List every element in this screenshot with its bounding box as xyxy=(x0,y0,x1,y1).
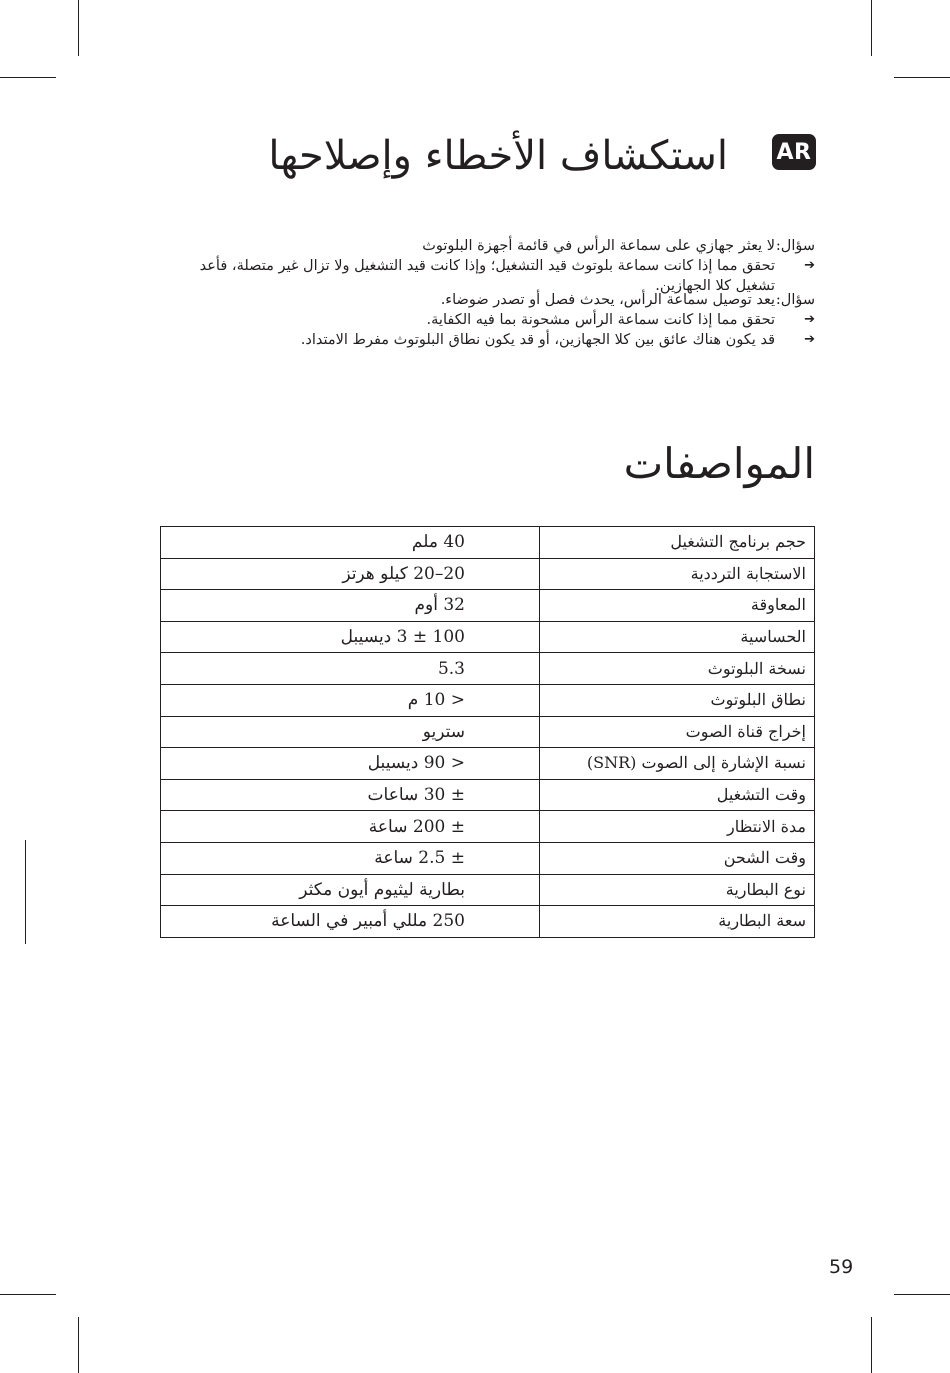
table-row xyxy=(161,558,815,590)
spec-name: إخراج قناة الصوت xyxy=(540,716,815,748)
spec-value: ± 2.5 ساعة xyxy=(161,842,540,874)
troubleshooting-title: استكشاف الأخطاء وإصلاحها xyxy=(268,133,728,179)
side-mark xyxy=(25,840,26,944)
spec-value: 20–20 كيلو هرتز xyxy=(161,558,540,590)
spec-value: 5.3 xyxy=(161,653,540,685)
spec-name: وقت التشغيل xyxy=(540,779,815,811)
spec-name: نوع البطارية xyxy=(540,874,815,906)
answer-text: قد يكون هناك عائق بين كلا الجهازين، أو قد يكون نطاق البلوتوث مفرط الامتداد. xyxy=(300,332,775,348)
arrow-icon: ➔ xyxy=(804,332,815,347)
spec-value: < 90 ديسيبل xyxy=(161,748,540,780)
spec-name: حجم برنامج التشغيل xyxy=(540,527,815,559)
question-text: يعد توصيل سماعة الرأس، يحدث فصل أو تصدر ضوضاء. xyxy=(440,292,775,308)
table-row xyxy=(161,653,815,685)
crop-mark xyxy=(0,1294,56,1295)
specifications-table xyxy=(160,526,815,938)
crop-mark xyxy=(871,0,872,56)
spec-name: وقت الشحن xyxy=(540,842,815,874)
crop-mark xyxy=(894,1294,950,1295)
spec-name: نطاق البلوتوث xyxy=(540,684,815,716)
spec-value: 32 أوم xyxy=(161,590,540,622)
question-text: لا يعثر جهازي على سماعة الرأس في قائمة أجهزة البلوتوث xyxy=(422,238,775,254)
crop-mark xyxy=(78,1317,79,1373)
spec-value: 100 ± 3 ديسيبل xyxy=(161,621,540,653)
troubleshooting-item xyxy=(155,290,815,350)
spec-value: بطارية ليثيوم أيون مكثر xyxy=(161,874,540,906)
table-row xyxy=(161,842,815,874)
table-row xyxy=(161,684,815,716)
spec-name: الاستجابة الترددية xyxy=(540,558,815,590)
spec-value: ± 30 ساعات xyxy=(161,779,540,811)
crop-mark xyxy=(894,77,950,78)
crop-mark xyxy=(0,77,56,78)
troubleshooting-item xyxy=(155,236,815,296)
spec-value: ستريو xyxy=(161,716,540,748)
table-row xyxy=(161,811,815,843)
arrow-icon: ➔ xyxy=(804,258,815,273)
spec-name: المعاوقة xyxy=(540,590,815,622)
page-number: 59 xyxy=(829,1256,854,1278)
spec-value: 40 ملم xyxy=(161,527,540,559)
spec-value: ± 200 ساعة xyxy=(161,811,540,843)
question-label: سؤال: xyxy=(775,238,815,254)
language-badge: AR xyxy=(772,134,816,170)
answer-text: تحقق مما إذا كانت سماعة الرأس مشحونة بما فيه الكفاية. xyxy=(426,312,775,328)
spec-name: مدة الانتظار xyxy=(540,811,815,843)
table-row xyxy=(161,748,815,780)
answer-text: تشغيل كلا الجهازين. xyxy=(655,278,775,294)
table-row xyxy=(161,874,815,906)
table-row xyxy=(161,621,815,653)
table-row xyxy=(161,716,815,748)
arrow-icon: ➔ xyxy=(804,312,815,327)
table-row xyxy=(161,590,815,622)
table-row xyxy=(161,779,815,811)
crop-mark xyxy=(78,0,79,56)
specifications-title: المواصفات xyxy=(623,439,815,488)
answer-text: تحقق مما إذا كانت سماعة بلوتوث قيد التشغيل؛ وإذا كانت قيد التشغيل ولا تزال غير متصلة، فأعد xyxy=(199,258,775,274)
spec-name: سعة البطارية xyxy=(540,906,815,938)
question-label: سؤال: xyxy=(775,292,815,308)
table-row xyxy=(161,906,815,938)
spec-name: الحساسية xyxy=(540,621,815,653)
spec-value: < 10 م xyxy=(161,684,540,716)
crop-mark xyxy=(871,1317,872,1373)
spec-value: 250 مللي أمبير في الساعة xyxy=(161,906,540,938)
spec-name: نسبة الإشارة إلى الصوت (SNR) xyxy=(540,748,815,780)
spec-name: نسخة البلوتوث xyxy=(540,653,815,685)
table-row xyxy=(161,527,815,559)
